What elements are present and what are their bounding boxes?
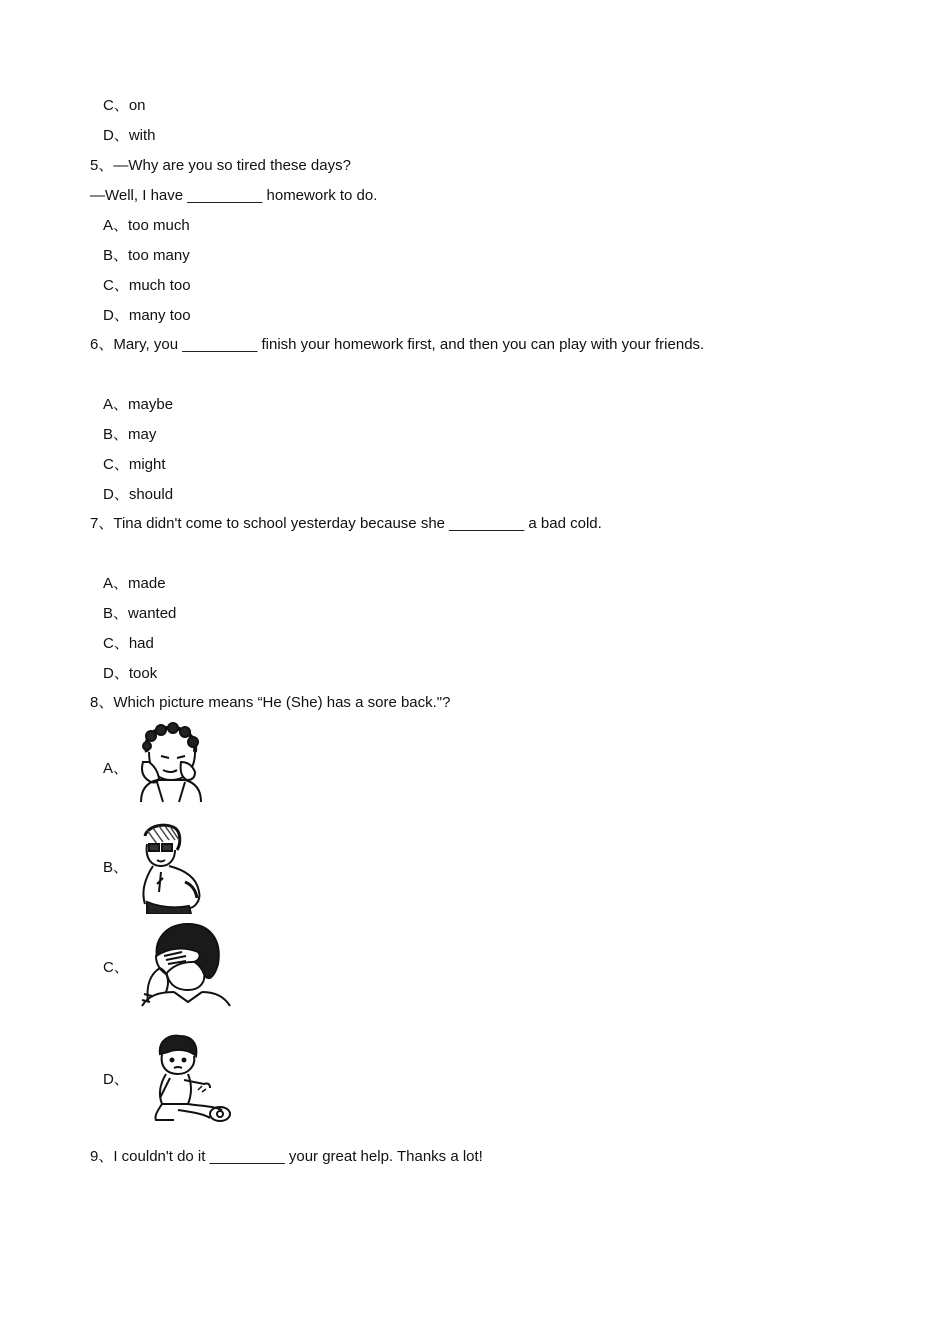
- option-b[interactable]: B、may: [103, 426, 157, 443]
- hurt-leg-boy-illustration[interactable]: [148, 1034, 234, 1124]
- option-c[interactable]: C、: [103, 959, 129, 976]
- question-7-stem: 7、Tina didn't come to school yesterday because she _________ a bad cold.: [90, 515, 602, 532]
- option-d[interactable]: D、many too: [103, 307, 191, 324]
- question-6-stem: 6、Mary, you _________ finish your homework first, and then you can play with your friends.: [90, 336, 705, 353]
- question-5-stem: 5、—Why are you so tired these days?: [90, 157, 351, 174]
- option-d[interactable]: D、: [103, 1071, 129, 1088]
- option-b[interactable]: B、wanted: [103, 605, 177, 622]
- option-b[interactable]: B、: [103, 859, 129, 876]
- option-d[interactable]: D、took: [103, 665, 158, 682]
- toothache-boy-illustration[interactable]: [133, 722, 209, 804]
- question-9-stem: 9、I couldn't do it _________ your great help. Thanks a lot!: [90, 1148, 483, 1165]
- option-c[interactable]: C、on: [103, 97, 146, 114]
- option-c[interactable]: C、much too: [103, 277, 191, 294]
- question-8-stem: 8、Which picture means “He (She) has a sore back."?: [90, 694, 451, 711]
- option-c[interactable]: C、might: [103, 456, 166, 473]
- option-a[interactable]: A、maybe: [103, 396, 174, 413]
- option-d[interactable]: D、with: [103, 127, 156, 144]
- question-5-stem-line2: —Well, I have _________ homework to do.: [90, 187, 378, 204]
- option-b[interactable]: B、too many: [103, 247, 190, 264]
- option-c[interactable]: C、had: [103, 635, 154, 652]
- option-a[interactable]: A、made: [103, 575, 166, 592]
- option-d[interactable]: D、should: [103, 486, 174, 503]
- sore-back-man-illustration[interactable]: [135, 822, 209, 914]
- option-a[interactable]: A、too much: [103, 217, 190, 234]
- headache-woman-illustration[interactable]: [138, 922, 232, 1008]
- option-a[interactable]: A、: [103, 760, 129, 777]
